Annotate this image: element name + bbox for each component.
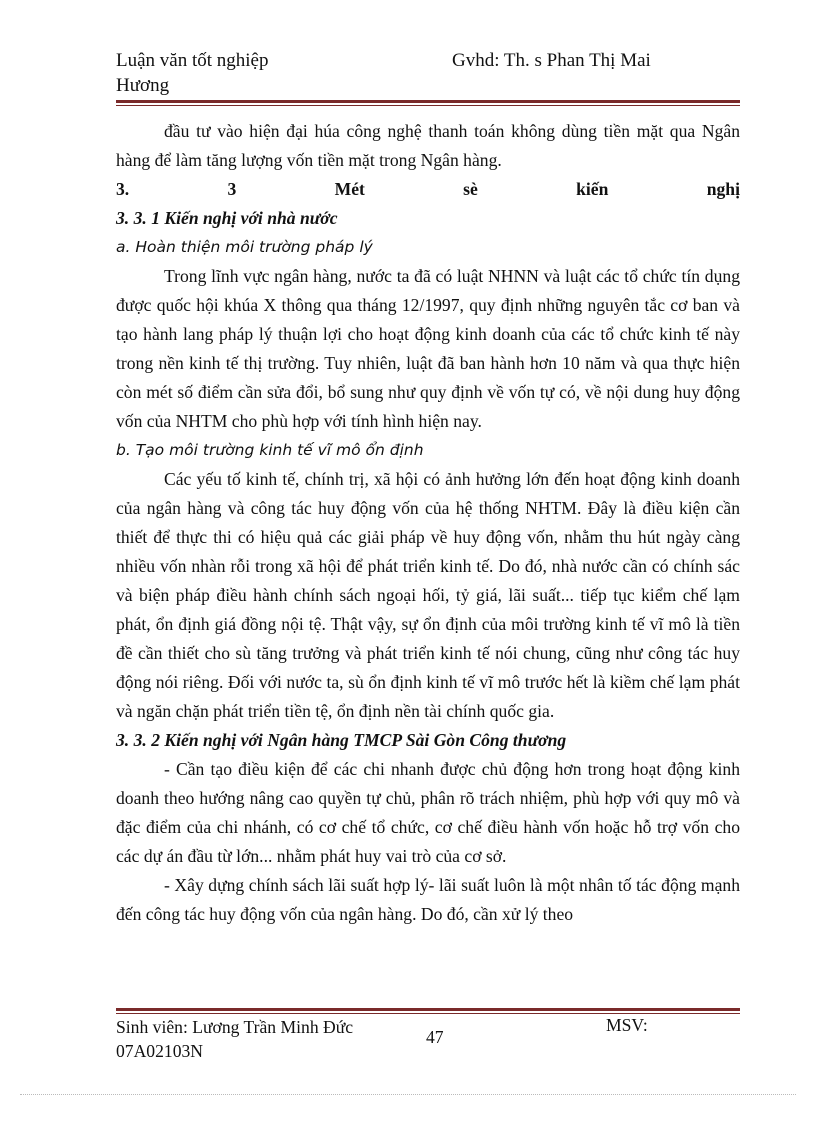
footer-student-name: Sinh viên: Lương Trần Minh Đức (116, 1017, 354, 1037)
paragraph-macro-economy: Các yếu tố kinh tế, chính trị, xã hội có ảnh hưởng lớn đến hoạt động kinh doanh của ngân hàng và công tác huy động vốn của hệ thống NHTM. Đây là điều kiện cần thiết để thực thi có hiệu quả các giải pháp về huy động vốn, nhằm thu hút ngày càng nhiều vốn nhàn rỗi trong xã hội để phát triển kinh tế. Do đó, nhà nước cần có chính sác và biện pháp điều hành chính sách ngoại hối, tỷ giá, lãi suất... tiếp tục kiểm chế lạm phát, ổn định giá đồng nội tệ. Thật vậy, sự ổn định của môi trường kinh tế vĩ mô là tiền đề cần thiết cho sù tăng trưởng và phát triển kinh tế nói chung, cũng như công tác huy động nói riêng. Đối với nước ta, sù ổn định kinh tế vĩ mô trước hết là kiềm chế lạm phát và ngăn chặn phát triển tiền tệ, ổn định nền tài chính quốc gia. (116, 469, 740, 721)
page-header (116, 48, 740, 98)
footer-rule (116, 1008, 740, 1014)
paragraph-legal-environment: Trong lĩnh vực ngân hàng, nước ta đã có luật NHNN và luật các tổ chức tín dụng được quốc hội khúa X thông qua tháng 12/1997, quy định những nguyên tắc cơ ban và tạo hành lang pháp lý thuận lợi cho hoạt động kinh doanh của các tổ chức kinh tế này trong nền kinh tế thị trường. Tuy nhiên, luật đã ban hành hơn 10 năm và qua thực hiện còn mét số điểm cần sửa đổi, bổ sung như quy định về vốn tự có, về nội dung huy động vốn của NHTM cho phù hợp với tính hình hiện nay. (116, 266, 740, 431)
footer-student-id: 07A02103N (116, 1041, 203, 1061)
subsection-heading-3-3-1: 3. 3. 1 Kiến nghị với nhà nước (116, 208, 338, 228)
page-number: 47 (426, 1027, 444, 1047)
page-content (116, 117, 740, 929)
page-footer (116, 1015, 740, 1065)
footer-msv-label: MSV: (606, 1015, 648, 1035)
section-word: 3 (227, 179, 237, 199)
footer-student (116, 1015, 353, 1063)
subsection-heading-3-3-2: 3. 3. 2 Kiến nghị với Ngân hàng TMCP Sài Gòn Công thương (116, 730, 567, 750)
subheading-b: b. Tạo môi trường kinh tế vĩ mô ổn định (116, 441, 424, 459)
section-heading-3-3 (116, 175, 740, 204)
paragraph-branch-autonomy: - Cần tạo điều kiện để các chi nhanh được chủ động hơn trong hoạt động kinh doanh theo hướng nâng cao quyền tự chủ, phân rõ trách nhiệm, phù hợp với quy mô và đặc điểm của chi nhánh, có cơ chế tổ chức, cơ chế điều hành vốn hoặc hỗ trợ vốn cho các dự án đầu từ lớn... nhằm phát huy vai trò của cơ sở. (116, 759, 740, 866)
paragraph-interest-policy: - Xây dựng chính sách lãi suất hợp lý- lãi suất luôn là một nhân tố tác động mạnh đến công tác huy động vốn của ngân hàng. Do đó, cần xử lý theo (116, 875, 740, 924)
section-word: Mét (334, 179, 365, 199)
header-advisor: Gvhd: Th. s Phan Thị Mai (452, 50, 651, 71)
header-rule (116, 100, 740, 106)
page-bottom-border (20, 1094, 796, 1095)
section-word: 3. (116, 179, 130, 199)
subheading-a: a. Hoàn thiện môi trường pháp lý (116, 238, 373, 256)
paragraph-continuation: đầu tư vào hiện đại húa công nghệ thanh toán không dùng tiền mặt qua Ngân hàng để làm tăng lượng vốn tiền mặt trong Ngân hàng. (116, 121, 740, 170)
section-word: sè (463, 179, 478, 199)
header-thesis-title: Luận văn tốt nghiệp (116, 50, 269, 71)
section-word: kiến (576, 179, 609, 199)
header-advisor-cont: Hương (116, 75, 170, 96)
section-word: nghị (706, 179, 740, 199)
